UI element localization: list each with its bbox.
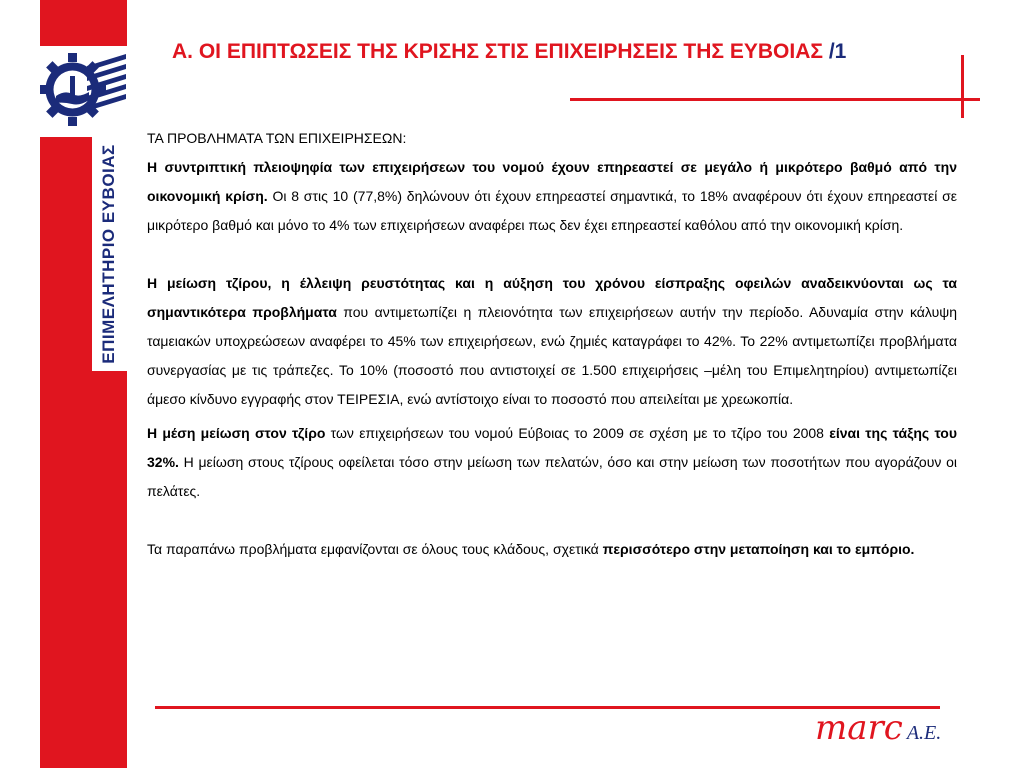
decorative-horizontal-line — [570, 98, 980, 101]
spacer — [147, 506, 957, 535]
chamber-logo — [40, 46, 127, 137]
paragraph-4 — [147, 535, 957, 564]
paragraph-1-bold: Η συντριπτική πλειοψηφία των επιχειρήσεων του νομού έχουν επηρεαστεί σε μεγάλο ή μικρότερο βαθμό από την οικονομική κρίση. — [147, 159, 957, 204]
decorative-vertical-line — [961, 55, 964, 118]
paragraph-3-text-1: των επιχειρήσεων του νομού Εύβοιας το 2009 σε σχέση με το τζίρο του 2008 — [325, 425, 830, 441]
footer-brand-logo — [815, 708, 941, 748]
title-main: Α. ΟΙ ΕΠΙΠΤΩΣΕΙΣ ΤΗΣ ΚΡΙΣΗΣ ΣΤΙΣ ΕΠΙΧΕΙΡΗΣΕΙΣ ΤΗΣ ΕΥΒΟΙΑΣ — [172, 40, 829, 63]
sidebar-red-bar-top — [40, 0, 127, 46]
paragraph-4-text: Τα παραπάνω προβλήματα εμφανίζονται σε όλους τους κλάδους, σχετικά — [147, 541, 603, 557]
paragraph-1 — [147, 153, 957, 240]
paragraph-2-bold: Η μείωση τζίρου, η έλλειψη ρευστότητας και η αύξηση του χρόνου είσπραξης οφειλών αναδεικνύονται ως τα σημαντικότερα προβλήματα — [147, 275, 957, 320]
paragraph-3 — [147, 419, 957, 506]
title-page-number: /1 — [828, 40, 847, 63]
paragraph-4-bold: περισσότερο στην μεταποίηση και το εμπόριο. — [602, 541, 915, 557]
paragraph-3-bold-1: Η μέση μείωση στον τζίρο — [147, 425, 326, 441]
paragraph-3-bold-2: είναι της τάξης του 32%. — [147, 425, 958, 470]
paragraph-3-text-2: Η μείωση στους τζίρους οφείλεται τόσο στην μείωση των πελατών, όσο και στην μείωση των ποσοτήτων που αγοράζουν οι πελάτες. — [147, 454, 957, 499]
sidebar-vertical-label: ΕΠΙΜΕΛΗΤΗΡΙΟ ΕΥΒΟΙΑΣ — [99, 144, 118, 364]
brand-suffix: A.E. — [906, 722, 942, 744]
page-title — [172, 40, 942, 64]
brand-name: marc — [815, 708, 903, 748]
spacer — [147, 240, 957, 269]
section-heading: ΤΑ ΠΡΟΒΛΗΜΑΤΑ ΤΩΝ ΕΠΙΧΕΙΡΗΣΕΩΝ: — [147, 130, 407, 146]
main-content — [147, 124, 957, 564]
paragraph-1-text: Οι 8 στις 10 (77,8%) δηλώνουν ότι έχουν επηρεαστεί σημαντικά, το 18% αναφέρουν ότι έχουν επηρεαστεί σε μικρότερο βαθμό και μόνο το 4% των επιχειρήσεων αναφέρει πως δεν έχει επηρεαστεί καθόλου από την οικονομική κρίση. — [147, 188, 957, 233]
paragraph-2-text: που αντιμετωπίζει η πλειονότητα των επιχειρήσεων αυτήν την περίοδο. Αδυναμία στην κάλυψη ταμειακών υποχρεώσεων αναφέρει το 45% των επιχειρήσεων, ενώ ζημιές καταγράφει το 42%. Το 22% αντιμετωπίζει προβλήματα συνεργασίας με τις τράπεζες. Το 10% (ποσοστό που αντιστοιχεί σε 1.500 επιχειρήσεις –μέλη του Επιμελητηρίου) αντιμετωπίζει άμεσο κίνδυνο εγγραφής στον ΤΕΙΡΕΣΙΑ, ενώ αντίστοιχο είναι το ποσοστό που απειλείται με χρεωκοπία. — [147, 304, 957, 407]
gear-logo-icon — [40, 46, 127, 137]
paragraph-2 — [147, 269, 957, 414]
